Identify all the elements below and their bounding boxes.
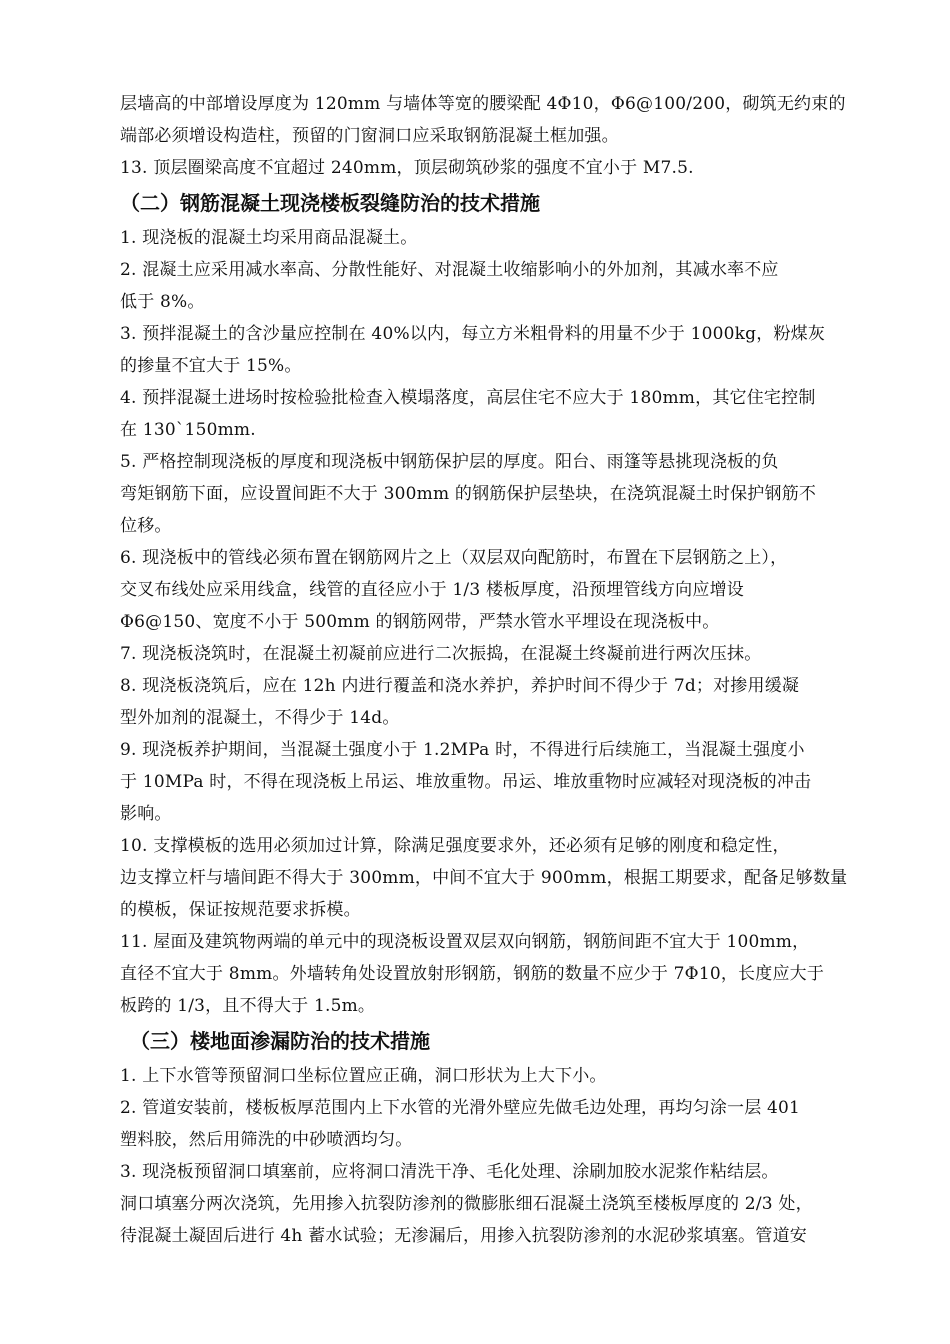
- paragraph: [120, 254, 880, 318]
- text-line: 的模板，保证按规范要求拆模。: [120, 900, 361, 920]
- text-line: 直径不宜大于 8mm。外墙转角处设置放射形钢筋，钢筋的数量不应少于 7Φ10，长度应大于: [120, 964, 825, 984]
- document-body: [120, 88, 880, 1252]
- text-line: 型外加剂的混凝土，不得少于 14d。: [120, 708, 400, 728]
- section-heading: （二）钢筋混凝土现浇楼板裂缝防治的技术措施: [120, 191, 540, 215]
- text-line: 11. 屋面及建筑物两端的单元中的现浇板设置双层双向钢筋，钢筋间距不宜大于 100mm，: [120, 932, 810, 952]
- text-line: 1. 上下水管等预留洞口坐标位置应正确，洞口形状为上大下小。: [120, 1066, 607, 1086]
- text-line: 影响。: [120, 804, 172, 824]
- paragraph: [120, 670, 880, 734]
- text-line: 端部必须增设构造柱，预留的门窗洞口应采取钢筋混凝土框加强。: [120, 126, 619, 146]
- text-line: 低于 8%。: [120, 292, 205, 312]
- text-line: 9. 现浇板养护期间，当混凝土强度小于 1.2MPa 时，不得进行后续施工，当混凝土强度小: [120, 740, 805, 760]
- text-line: 6. 现浇板中的管线必须布置在钢筋网片之上（双层双向配筋时，布置在下层钢筋之上），: [120, 548, 788, 568]
- text-line: Φ6@150、宽度不小于 500mm 的钢筋网带，严禁水管水平埋设在现浇板中。: [120, 612, 720, 632]
- text-line: 交叉布线处应采用线盒，线管的直径应小于 1/3 楼板厚度，沿预埋管线方向应增设: [120, 580, 744, 600]
- text-line: 10. 支撑模板的选用必须加过计算，除满足强度要求外，还必须有足够的刚度和稳定性，: [120, 836, 790, 856]
- text-line: 层墙高的中部增设厚度为 120mm 与墙体等宽的腰梁配 4Φ10，Φ6@100/200，砌筑无约束的: [120, 94, 846, 114]
- text-line: 5. 严格控制现浇板的厚度和现浇板中钢筋保护层的厚度。阳台、雨篷等悬挑现浇板的负: [120, 452, 779, 472]
- text-line: 洞口填塞分两次浇筑，先用掺入抗裂防渗剂的微膨胀细石混凝土浇筑至楼板厚度的 2/3 处，: [120, 1194, 813, 1214]
- text-line: 待混凝土凝固后进行 4h 蓄水试验；无渗漏后，用掺入抗裂防渗剂的水泥砂浆填塞。管道安: [120, 1226, 807, 1246]
- paragraph: [120, 734, 880, 830]
- paragraph: [120, 1092, 880, 1156]
- paragraph: [120, 318, 880, 382]
- text-line: 塑料胶，然后用筛洗的中砂喷洒均匀。: [120, 1130, 413, 1150]
- text-line: 3. 预拌混凝土的含沙量应控制在 40%以内，每立方米粗骨料的用量不少于 1000kg，粉煤灰: [120, 324, 826, 344]
- paragraph: [120, 926, 880, 1022]
- paragraph: [120, 542, 880, 638]
- paragraph: [120, 446, 880, 542]
- text-line: 8. 现浇板浇筑后，应在 12h 内进行覆盖和浇水养护，养护时间不得少于 7d；对掺用缓凝: [120, 676, 800, 696]
- text-line: 7. 现浇板浇筑时，在混凝土初凝前应进行二次振捣，在混凝土终凝前进行两次压抹。: [120, 644, 762, 664]
- text-line: 1. 现浇板的混凝土均采用商品混凝土。: [120, 228, 418, 248]
- text-line: 板跨的 1/3，且不得大于 1.5m。: [120, 996, 376, 1016]
- section-heading: （三）楼地面渗漏防治的技术措施: [130, 1029, 430, 1053]
- paragraph: [120, 830, 880, 926]
- text-line: 弯矩钢筋下面，应设置间距不大于 300mm 的钢筋保护层垫块，在浇筑混凝土时保护钢筋不: [120, 484, 817, 504]
- text-line: 于 10MPa 时，不得在现浇板上吊运、堆放重物。吊运、堆放重物时应减轻对现浇板的冲击: [120, 772, 812, 792]
- paragraph: [120, 88, 880, 152]
- text-line: 2. 混凝土应采用减水率高、分散性能好、对混凝土收缩影响小的外加剂，其减水率不应: [120, 260, 779, 280]
- paragraph: [120, 222, 880, 254]
- paragraph: [120, 1156, 880, 1252]
- paragraph: [120, 1060, 880, 1092]
- text-line: 3. 现浇板预留洞口填塞前，应将洞口清洗干净、毛化处理、涂刷加胶水泥浆作粘结层。: [120, 1162, 779, 1182]
- paragraph: [120, 152, 880, 184]
- text-line: 2. 管道安装前，楼板板厚范围内上下水管的光滑外壁应先做毛边处理，再均匀涂一层 401: [120, 1098, 801, 1118]
- text-line: 13. 顶层圈梁高度不宜超过 240mm，顶层砌筑砂浆的强度不宜小于 M7.5.: [120, 158, 694, 178]
- text-line: 4. 预拌混凝土进场时按检验批检查入模塌落度，高层住宅不应大于 180mm，其它住宅控制: [120, 388, 816, 408]
- text-line: 边支撑立杆与墙间距不得大于 300mm，中间不宜大于 900mm，根据工期要求，配备足够数量: [120, 868, 848, 888]
- text-line: 位移。: [120, 516, 172, 536]
- text-line: 的掺量不宜大于 15%。: [120, 356, 302, 376]
- text-line: 在 130`150mm.: [120, 420, 256, 440]
- paragraph: [120, 382, 880, 446]
- paragraph: [120, 638, 880, 670]
